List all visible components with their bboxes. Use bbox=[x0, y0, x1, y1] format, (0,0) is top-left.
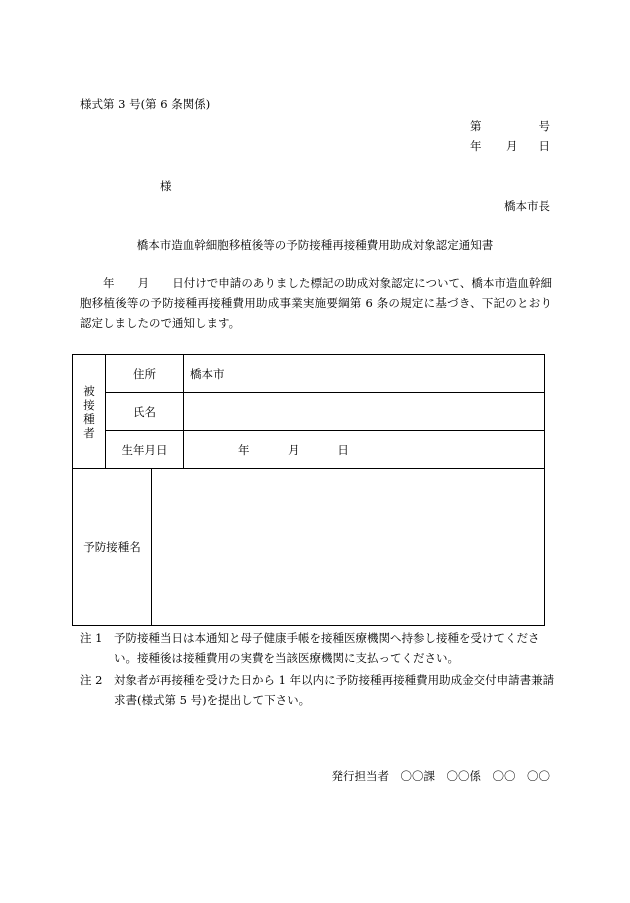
note-1: 注 1 予防接種当日は本通知と母子健康手帳を接種医療機関へ持参し接種を受けてください。接種後は接種費用の実費を当該医療機関に支払ってください。 bbox=[80, 631, 540, 665]
sender: 橋本市長 bbox=[504, 199, 550, 213]
addressee-suffix: 様 bbox=[160, 179, 172, 193]
issue-date-day: 日 bbox=[538, 139, 550, 153]
dob-field[interactable] bbox=[184, 431, 545, 469]
notes bbox=[80, 628, 555, 712]
document-title: 橋本市造血幹細胞移植後等の予防接種再接種費用助成対象認定通知書 bbox=[136, 238, 494, 252]
issuer: 発行担当者 〇〇課 〇〇係 〇〇 〇〇 bbox=[331, 769, 550, 783]
vaccine-field[interactable] bbox=[152, 468, 544, 625]
recipient-section-label: 被接種者 bbox=[73, 355, 106, 469]
address-label: 住所 bbox=[106, 355, 184, 393]
dob-label: 生年月日 bbox=[106, 431, 184, 469]
issue-date-year: 年 bbox=[470, 139, 482, 153]
doc-number-prefix: 第 bbox=[470, 119, 482, 133]
address-field[interactable]: 橋本市 bbox=[184, 355, 545, 393]
name-field[interactable] bbox=[184, 393, 545, 431]
vaccine-label: 予防接種名 bbox=[73, 468, 152, 625]
dob-month: 月 bbox=[288, 442, 300, 457]
note-2: 注 2 対象者が再接種を受けた日から 1 年以内に予防接種再接種費用助成金交付申請書兼請求書(様式第 5 号)を提出して下さい。 bbox=[80, 673, 555, 707]
vaccine-box bbox=[72, 468, 545, 626]
dob-year: 年 bbox=[238, 442, 250, 457]
name-label: 氏名 bbox=[106, 393, 184, 431]
dob-day: 日 bbox=[337, 442, 349, 457]
issue-date-month: 月 bbox=[506, 139, 518, 153]
doc-number-suffix: 号 bbox=[538, 119, 550, 133]
form-number: 様式第 3 号(第 6 条関係) bbox=[80, 97, 211, 111]
recipient-table bbox=[72, 354, 545, 469]
body-text: 年 月 日付けで申請のありました標記の助成対象認定について、橋本市造血幹細胞移植後等の予防接種再接種費用助成事業実施要綱第 6 条の規定に基づき、下記のとおり認定しましたので通知します。 bbox=[80, 276, 552, 330]
